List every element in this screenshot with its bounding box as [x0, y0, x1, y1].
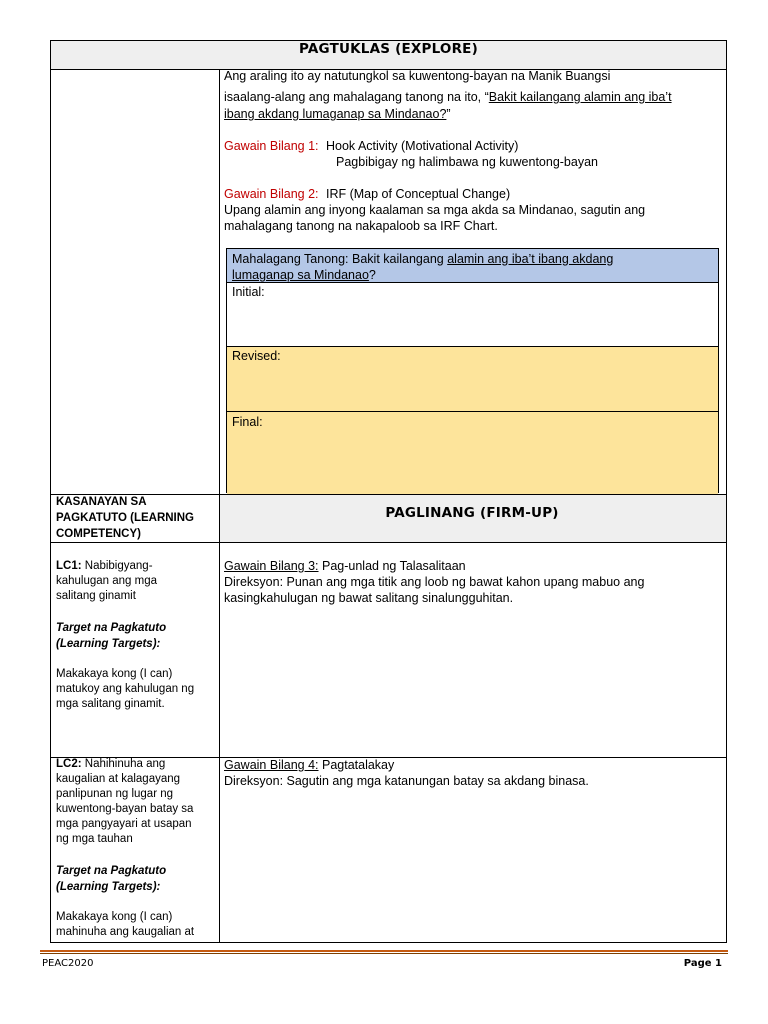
lc1-i-can: Makakaya kong (I can) matukoy ang kahulugan ng mga salitang ginamit.	[56, 668, 195, 710]
lc2-competency: LC2: Nahihinuha ang kaugalian at kalagayang panlipunan ng lugar ng kuwentong-bayan batay sa mga pangyayari at usapan ng mga tauhan	[56, 758, 194, 845]
footer-rule	[40, 950, 728, 952]
gawain3-line	[224, 558, 466, 574]
irf-initial-label: Initial:	[232, 285, 265, 299]
lc2-i-can: Makakaya kong (I can) mahinuha ang kaugalian at	[56, 911, 195, 938]
gawain3-direction2: kasingkahulugan ng bawat salitang sinalungguhitan.	[224, 591, 514, 605]
gawain3-title: Pag-unlad ng Talasalitaan	[318, 559, 466, 573]
irf-revised-label: Revised:	[232, 349, 281, 363]
gawain4-label: Gawain Bilang 4:	[224, 758, 319, 772]
competency-header: KASANAYAN SA PAGKATUTO (LEARNING COMPETENCY)	[56, 496, 194, 540]
gawain1-sub: Pagbibigay ng halimbawa ng kuwentong-bayan	[336, 155, 598, 169]
gawain1-label: Gawain Bilang 1:	[224, 139, 319, 153]
footer-rule-thin	[40, 953, 728, 954]
irf-question-row: Mahalagang Tanong: Bakit kailangang alamin ang iba’t ibang akdang lumaganap sa Mindanao?	[227, 249, 718, 283]
essential-question-link: Bakit kailangang alamin ang iba’t	[488, 90, 672, 104]
lc1-competency: LC1: Nabibigyang- kahulugan ang mga salitang ginamit	[56, 560, 158, 602]
gawain4-line	[224, 757, 394, 773]
irf-initial-row[interactable]	[227, 283, 718, 347]
lc1-target-heading: Target na Pagkatuto (Learning Targets):	[56, 622, 167, 650]
gawain1-line	[224, 138, 518, 154]
firmup-title: PAGLINANG (FIRM-UP)	[385, 505, 559, 521]
irf-final-row[interactable]	[227, 412, 718, 494]
gawain2-line	[224, 186, 510, 202]
explore-intro-line2: isaalang-alang ang mahalagang tanong na ito, “Bakit kailangang alamin ang iba’t	[224, 90, 672, 104]
footer-left: PEAC2020	[42, 958, 94, 969]
lc2-target-heading: Target na Pagkatuto (Learning Targets):	[56, 865, 167, 893]
explore-intro-line1: Ang araling ito ay natutungkol sa kuwentong-bayan na Manik Buangsi	[224, 69, 611, 83]
gawain2-line1: Upang alamin ang inyong kaalaman sa mga akda sa Mindanao, sagutin ang	[224, 203, 646, 217]
footer-page: Page 1	[683, 958, 722, 969]
gawain2-line2: mahalagang tanong na nakapaloob sa IRF Chart.	[224, 219, 498, 233]
gawain4-direction1: Direksyon: Sagutin ang mga katanungan batay sa akdang binasa.	[224, 774, 589, 788]
gawain2-label: Gawain Bilang 2:	[224, 187, 319, 201]
gawain4-title: Pagtatalakay	[318, 758, 395, 772]
gawain2-title: IRF (Map of Conceptual Change)	[326, 187, 511, 201]
explore-intro-line3: ibang akdang lumaganap sa Mindanao?”	[224, 107, 451, 121]
gawain3-label: Gawain Bilang 3:	[224, 559, 319, 573]
gawain3-direction1: Direksyon: Punan ang mga titik ang loob ng bawat kahon upang mabuo ang	[224, 575, 645, 589]
gawain1-title: Hook Activity (Motivational Activity)	[326, 139, 519, 153]
explore-title: PAGTUKLAS (EXPLORE)	[299, 41, 478, 57]
irf-revised-row[interactable]	[227, 347, 718, 412]
irf-chart	[226, 248, 719, 493]
irf-final-label: Final:	[232, 415, 263, 429]
